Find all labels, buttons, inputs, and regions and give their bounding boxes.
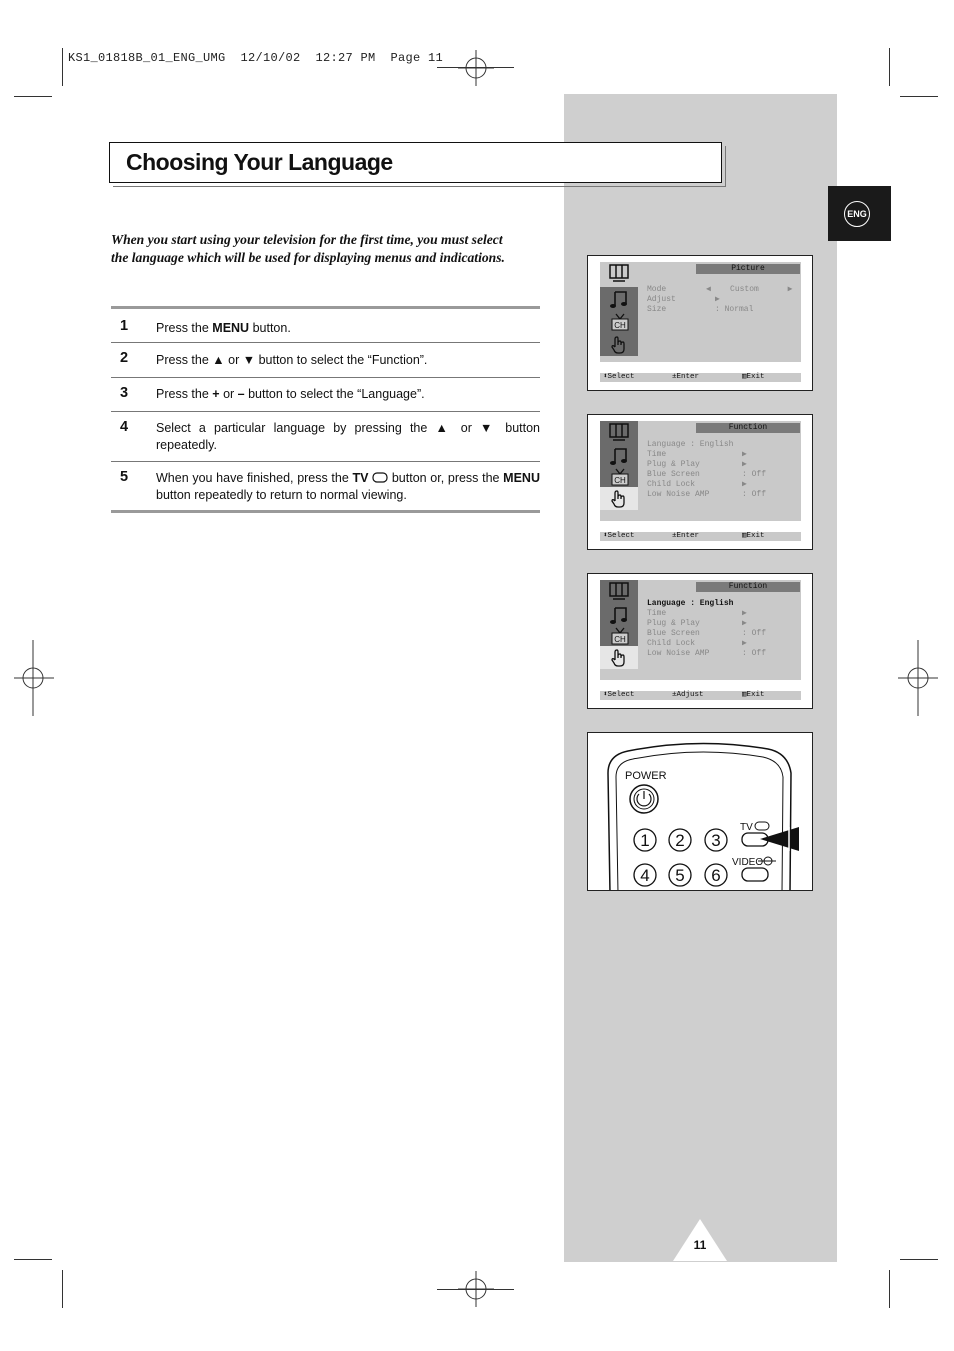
setup-menu-icon — [600, 487, 638, 510]
channel-menu-icon — [600, 624, 638, 647]
step-number: 1 — [120, 318, 129, 334]
osd-menu-value: : Off — [742, 629, 767, 638]
exit-hint: ▥Exit — [742, 691, 765, 699]
language-badge: ENG — [844, 201, 870, 227]
osd-menu-item: Blue Screen — [647, 470, 700, 479]
step-text: Press the MENU button. — [156, 321, 291, 335]
picture-menu-icon — [600, 580, 638, 603]
step-item — [111, 462, 540, 513]
osd-menu-item: Low Noise AMP — [647, 490, 710, 499]
osd-menu-value: ▶ — [742, 619, 747, 628]
picture-menu-icon — [600, 262, 638, 285]
crop-mark — [889, 48, 890, 86]
down-arrow-icon: ▼ — [242, 353, 256, 367]
channel-menu-icon — [600, 465, 638, 488]
osd-menu-area — [600, 580, 801, 680]
osd-menu-value: ▶ — [715, 295, 720, 304]
osd-menu-area — [600, 262, 801, 362]
plus-icon: + — [212, 387, 220, 401]
exit-hint: ▥Exit — [742, 373, 765, 381]
up-arrow-icon: ▲ — [435, 421, 453, 435]
osd-menu-item: Blue Screen — [647, 629, 700, 638]
channel-menu-icon — [600, 310, 638, 333]
osd-menu-value: : Off — [742, 490, 767, 499]
steps-list — [111, 306, 540, 513]
select-hint: ⬍Select — [603, 691, 635, 699]
svg-text:CH: CH — [614, 321, 626, 330]
step-item — [111, 378, 540, 412]
osd-menu-item: Mode — [647, 285, 667, 294]
crop-mark — [62, 1270, 63, 1308]
power-label: POWER — [625, 770, 667, 782]
osd-footer — [600, 532, 801, 541]
osd-menu-item: Size — [647, 305, 667, 314]
action-hint: ±Enter — [672, 532, 700, 540]
sound-menu-icon — [600, 287, 638, 310]
registration-mark-icon — [898, 640, 938, 716]
svg-text:CH: CH — [614, 476, 626, 485]
tv-button-icon — [372, 472, 388, 483]
remote-control-icon — [588, 733, 813, 891]
osd-footer — [600, 691, 801, 700]
osd-menu-title: Function — [696, 423, 800, 433]
digit-6-button: 6 — [711, 866, 721, 885]
osd-menu-value: ▶ — [742, 450, 747, 459]
osd-menu-item: Time — [647, 609, 667, 618]
osd-menu-value: ▶ — [742, 639, 747, 648]
registration-mark-icon — [14, 640, 54, 716]
osd-menu-value: : Normal — [715, 305, 754, 314]
osd-menu-item: Adjust — [647, 295, 676, 304]
osd-icon-column — [600, 421, 638, 521]
down-arrow-icon: ▼ — [480, 421, 498, 435]
intro-text: When you start using your television for the first time, you must select the language which will be used for displaying menus and indications. — [111, 232, 505, 265]
print-slug: KS1_01818B_01_ENG_UMG 12/10/02 12:27 PM Page 11 — [68, 51, 444, 65]
step-text: Press the + or – button to select the “Language”. — [156, 387, 425, 401]
crop-mark — [900, 1259, 938, 1260]
select-hint: ⬍Select — [603, 373, 635, 381]
osd-menu-item-selected: Language : English — [647, 599, 734, 608]
osd-menu-value: ▶ — [742, 609, 747, 618]
step-number: 3 — [120, 385, 129, 401]
setup-menu-icon — [600, 333, 638, 356]
digit-4-button: 4 — [640, 866, 650, 885]
osd-menu-value: ▶ — [742, 460, 747, 469]
osd-menu-item: Plug & Play — [647, 460, 700, 469]
exit-hint: ▥Exit — [742, 532, 765, 540]
osd-menu-item: Child Lock — [647, 639, 696, 648]
osd-footer — [600, 373, 801, 382]
crop-mark — [889, 1270, 890, 1308]
osd-menu-value: ▶ — [742, 480, 747, 489]
step-item — [111, 412, 540, 462]
picture-menu-icon — [600, 421, 638, 444]
osd-menu-value: : Off — [742, 649, 767, 658]
select-hint: ⬍Select — [603, 532, 635, 540]
sound-menu-icon — [600, 444, 638, 467]
osd-menu-item: Plug & Play — [647, 619, 700, 628]
registration-mark-icon — [458, 1271, 494, 1307]
language-tab — [828, 186, 891, 241]
step-number: 5 — [120, 469, 129, 485]
osd-icon-column — [600, 262, 638, 362]
action-hint: ±Enter — [672, 373, 700, 381]
page-number-marker — [673, 1219, 727, 1261]
osd-menu-item: Language : English — [647, 440, 734, 449]
crop-mark — [14, 1259, 52, 1260]
registration-mark-icon — [458, 50, 494, 86]
step-number: 4 — [120, 419, 129, 435]
digit-2-button: 2 — [675, 831, 685, 850]
step-text: When you have finished, press the TV button or, press the MENU button repeatedly to return to normal viewing. — [156, 471, 540, 502]
step-item — [111, 343, 540, 378]
minus-icon: – — [237, 387, 245, 401]
digit-5-button: 5 — [675, 866, 685, 885]
crop-mark — [900, 96, 938, 97]
osd-screen-function — [587, 414, 813, 550]
crop-mark — [14, 96, 52, 97]
step-number: 2 — [120, 350, 129, 366]
osd-menu-value: ◀ Custom ▶ — [706, 285, 793, 294]
osd-screen-picture — [587, 255, 813, 391]
setup-menu-icon — [600, 646, 638, 669]
page-number: 11 — [693, 1238, 707, 1252]
osd-menu-title: Picture — [696, 264, 800, 274]
crop-mark — [62, 48, 63, 86]
page-title: Choosing Your Language — [126, 149, 393, 175]
osd-menu-area — [600, 421, 801, 521]
video-label: VIDEO — [732, 857, 764, 868]
digit-1-button: 1 — [640, 831, 650, 850]
svg-text:CH: CH — [614, 635, 626, 644]
osd-menu-value: : Off — [742, 470, 767, 479]
remote-illustration — [587, 732, 813, 891]
osd-menu-item: Low Noise AMP — [647, 649, 710, 658]
osd-menu-title: Function — [696, 582, 800, 592]
osd-icon-column — [600, 580, 638, 680]
step-item — [111, 309, 540, 343]
step-text: Select a particular language by pressing the ▲ or ▼ button repeatedly. — [156, 421, 541, 452]
title-box — [109, 142, 722, 183]
digit-3-button: 3 — [711, 831, 721, 850]
osd-screen-language — [587, 573, 813, 709]
osd-menu-item: Child Lock — [647, 480, 696, 489]
action-hint: ±Adjust — [672, 691, 704, 699]
tv-label: TV — [740, 822, 753, 833]
up-arrow-icon: ▲ — [212, 353, 225, 367]
sound-menu-icon — [600, 603, 638, 626]
step-text: Press the ▲ or ▼ button to select the “Function”. — [156, 353, 428, 367]
osd-menu-item: Time — [647, 450, 667, 459]
